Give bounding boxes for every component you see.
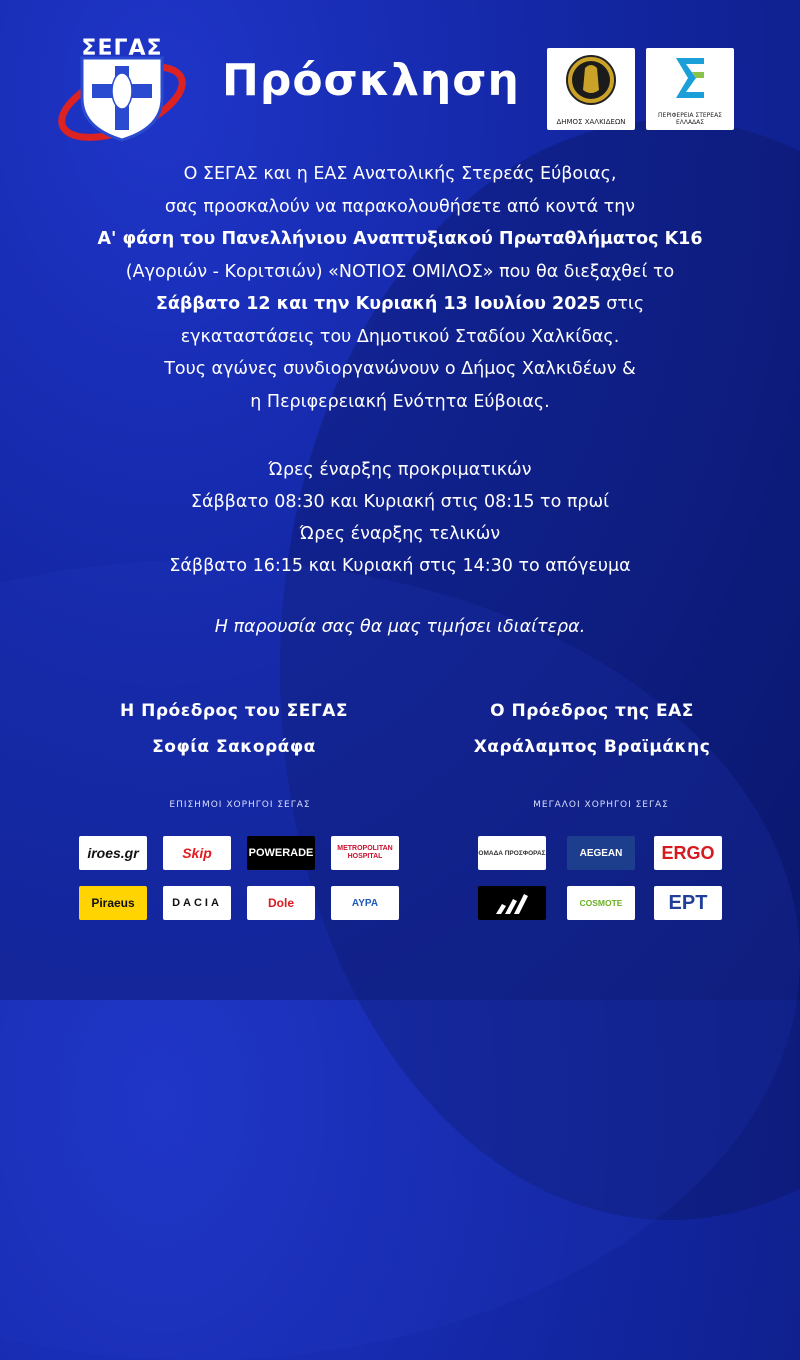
- final-heading: Ώρες έναρξης τελικών: [299, 524, 501, 544]
- signature-right: [442, 693, 742, 765]
- invitation-line: εγκαταστάσεις του Δημοτικού Σταδίου Χαλκίδας.: [180, 326, 620, 347]
- final-times: Σάββατο 16:15 και Κυριακή στις 14:30 το απόγευμα: [169, 556, 631, 576]
- sponsor-piraeus: Piraeus: [79, 886, 147, 920]
- invitation-line: στις: [600, 294, 645, 314]
- perifereia-logo-caption: ΠΕΡΙΦΕΡΕΙΑ ΣΤΕΡΕΑΣ ΕΛΛΑΔΑΣ: [658, 112, 722, 126]
- signature-name: Σοφία Σακοράφα: [152, 737, 316, 757]
- sponsor-avra: ΑΥΡΑ: [331, 886, 399, 920]
- major-sponsors-label: ΜΕΓΑΛΟΙ ΧΟΡΗΓΟΙ ΣΕΓΑΣ: [533, 800, 669, 810]
- sponsor-cosmote: COSMOTE: [567, 886, 635, 920]
- sponsor-dole: Dole: [247, 886, 315, 920]
- sponsor-metropolitan: METROPOLITAN HOSPITAL: [331, 836, 399, 870]
- signature-role: Ο Πρόεδρος της ΕΑΣ: [490, 701, 694, 721]
- sponsor-ergo: ERGO: [654, 836, 722, 870]
- official-sponsors-label: ΕΠΙΣΗΜΟΙ ΧΟΡΗΓΟΙ ΣΕΓΑΣ: [169, 800, 311, 810]
- segas-logo: [52, 36, 192, 146]
- prelim-heading: Ώρες έναρξης προκριματικών: [268, 460, 532, 480]
- invitation-line: Ο ΣΕΓΑΣ και η ΕΑΣ Ανατολικής Στερεάς Εύβοιας,: [183, 164, 617, 184]
- invitation-line: (Αγοριών - Κοριτσιών) «ΝΟΤΙΟΣ ΟΜΙΛΟΣ» που θα διεξαχθεί το: [125, 261, 675, 282]
- closing-note: Η παρουσία σας θα μας τιμήσει ιδιαίτερα.: [214, 617, 586, 637]
- page-title: Πρόσκληση: [222, 55, 520, 106]
- championship-name: Α' φάση του Πανελλήνιου Αναπτυξιακού Πρωταθλήματος Κ16: [97, 229, 703, 249]
- invitation-line: σας προσκαλούν να παρακολουθήσετε από κοντά την: [164, 196, 636, 217]
- event-dates: Σάββατο 12 και την Κυριακή 13 Ιουλίου 2025: [155, 294, 601, 314]
- sponsor-aegean: AEGEAN: [567, 836, 635, 870]
- signature-name: Χαράλαμπος Βραϊμάκης: [473, 737, 711, 757]
- dimos-chalkideon-logo: [547, 48, 635, 130]
- sponsor-iroes: iroes.gr: [79, 836, 147, 870]
- prelim-times: Σάββατο 08:30 και Κυριακή στις 08:15 το πρωί: [190, 492, 610, 512]
- signature-left: [84, 693, 384, 765]
- adidas-stripes-icon: [492, 890, 532, 916]
- sponsor-skip: Skip: [163, 836, 231, 870]
- invitation-line: Τους αγώνες συνδιοργανώνουν ο Δήμος Χαλκιδέων &: [164, 359, 636, 379]
- sponsor-omada-prosforas: ΟΜΑΔΑ ΠΡΟΣΦΟΡΑΣ: [478, 836, 546, 870]
- dimos-logo-caption: ΔΗΜΟΣ ΧΑΛΚΙΔΕΩΝ: [556, 118, 626, 126]
- invitation-text: [0, 158, 800, 418]
- sponsor-ert: ΕΡΤ: [654, 886, 722, 920]
- schedule: [0, 454, 800, 582]
- perifereia-logo: [646, 48, 734, 130]
- sponsor-dacia: DACIA: [163, 886, 231, 920]
- sponsor-powerade: POWERADE: [247, 836, 315, 870]
- header: [0, 0, 800, 150]
- signature-role: Η Πρόεδρος του ΣΕΓΑΣ: [120, 701, 348, 721]
- sponsor-adidas: [478, 886, 546, 920]
- segas-logo-text: ΣΕΓΑΣ: [81, 36, 163, 61]
- invitation-line: η Περιφερειακή Ενότητα Εύβοιας.: [250, 391, 550, 412]
